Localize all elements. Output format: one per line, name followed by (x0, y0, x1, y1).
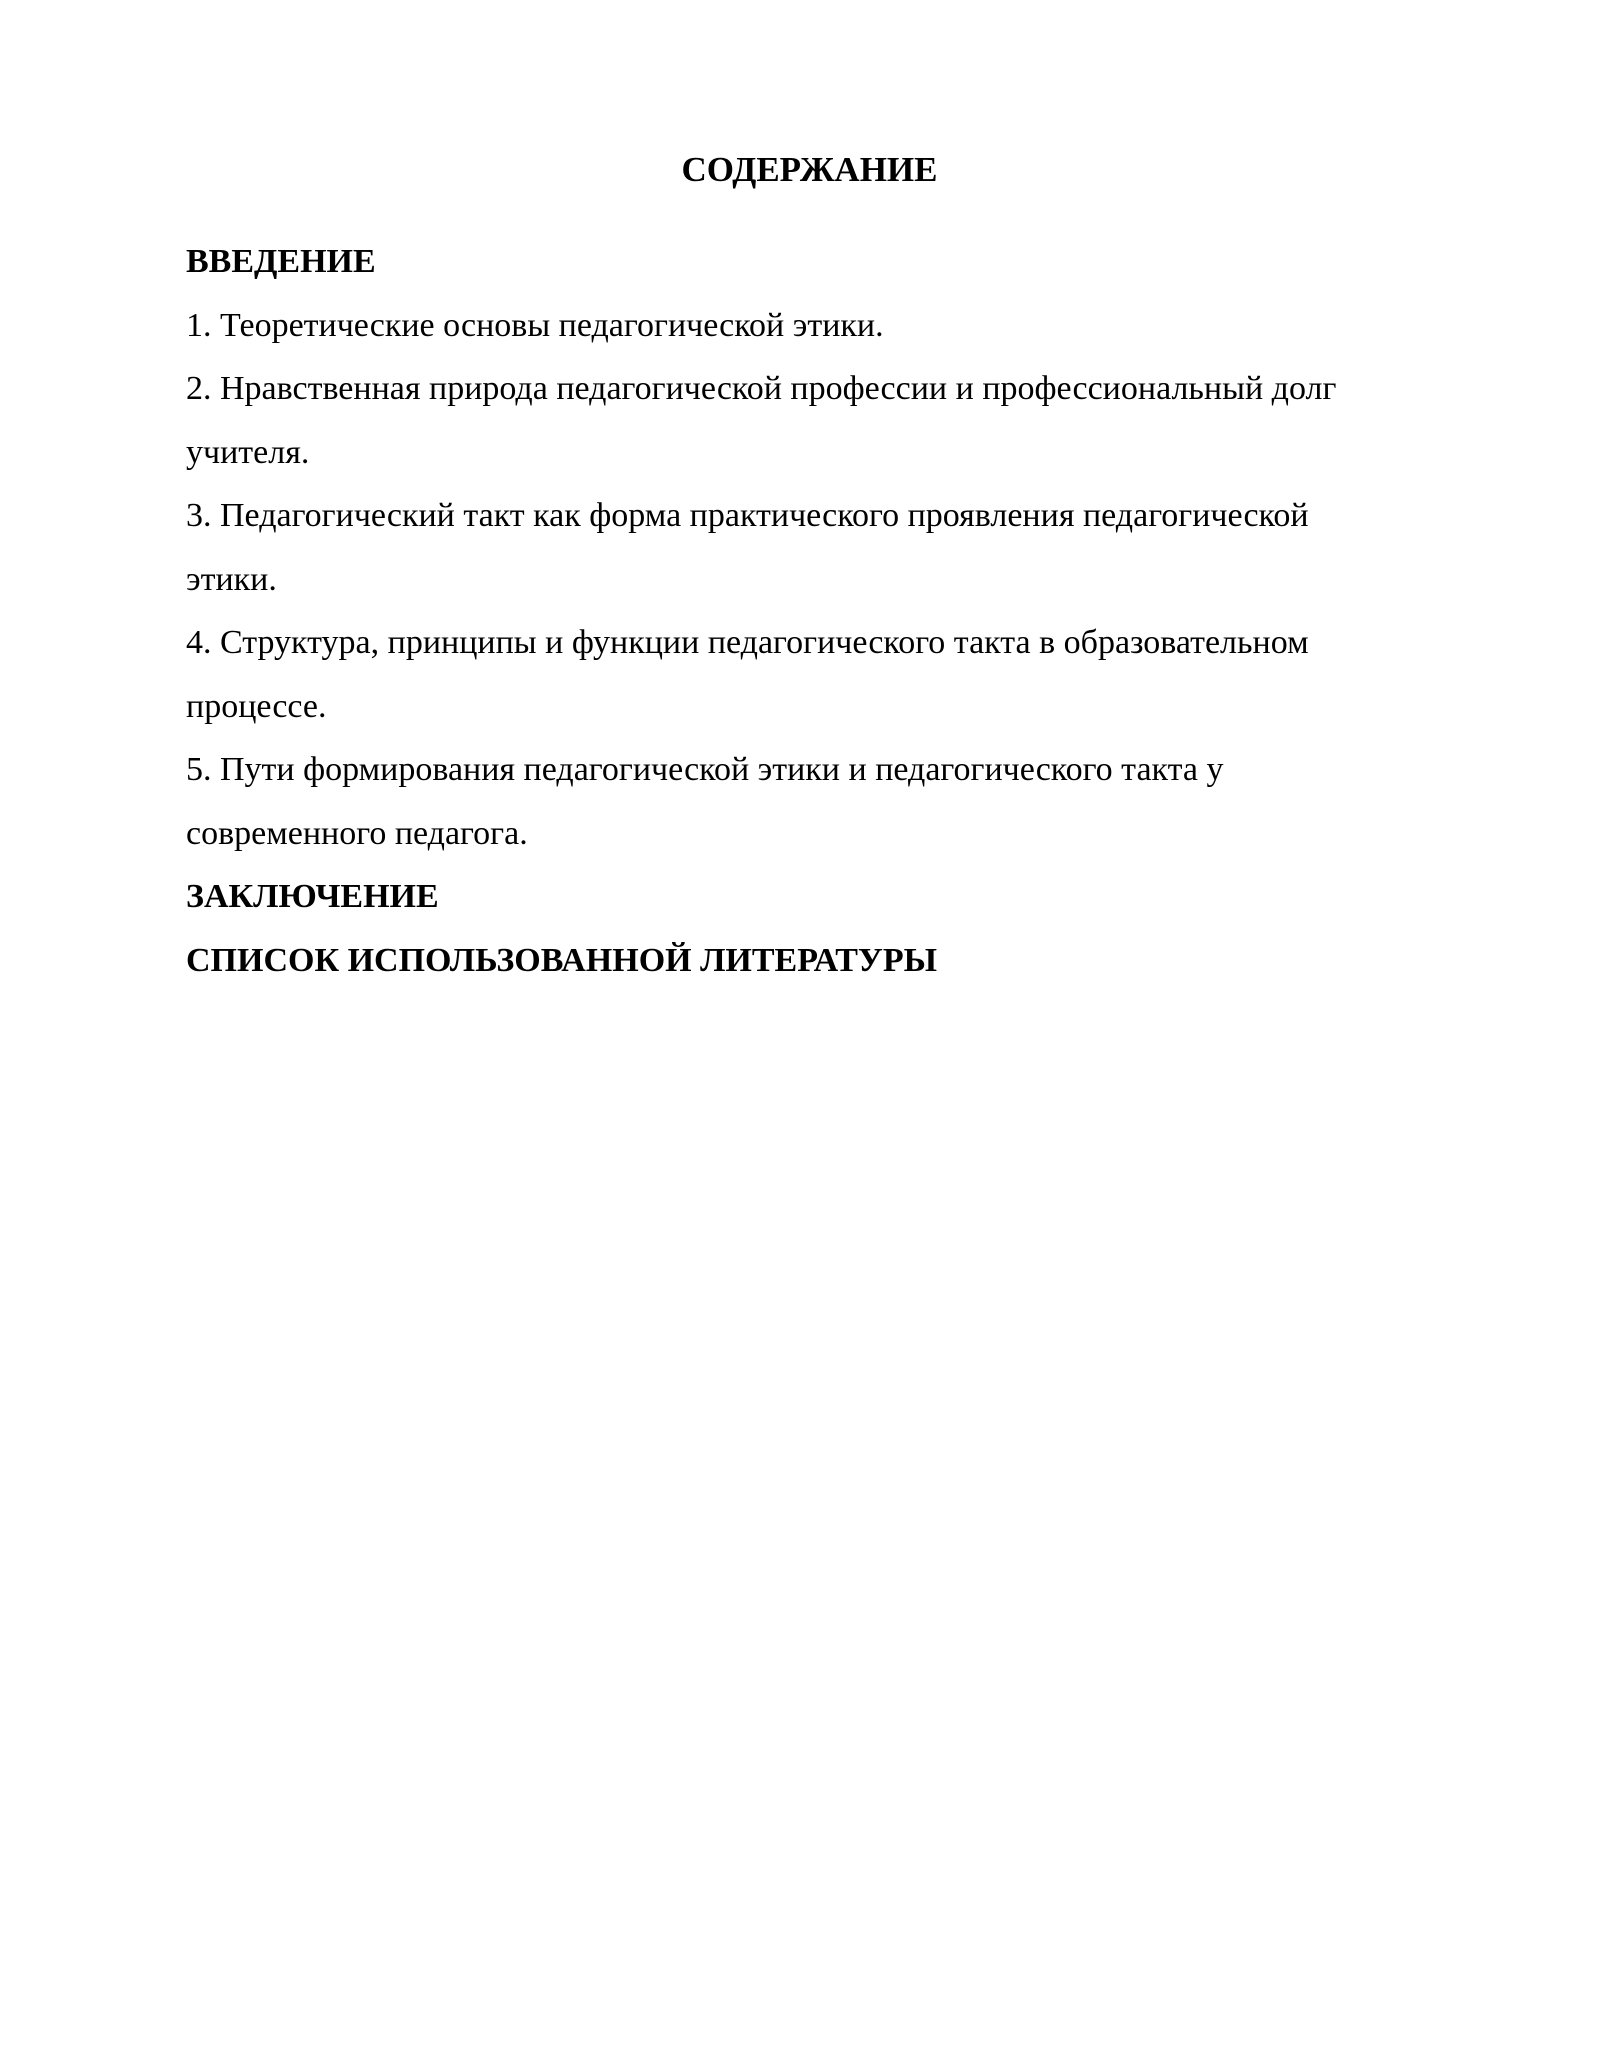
toc-entry-2 (186, 357, 1436, 484)
toc-entry-line: 1. Теоретические основы педагогической этики. (186, 306, 884, 344)
toc-entry-references (186, 929, 1436, 993)
toc-entry-line: процессе. (186, 687, 327, 725)
table-of-contents (186, 150, 1436, 992)
toc-entry-line: 4. Структура, принципы и функции педагогического такта в образовательном (186, 624, 1309, 661)
toc-entry-introduction (186, 230, 1436, 294)
toc-entry-line: этики. (186, 560, 277, 598)
toc-entry-4 (186, 611, 1436, 738)
toc-entry-line: ЗАКЛЮЧЕНИЕ (186, 878, 439, 915)
toc-entry-5 (186, 738, 1436, 865)
toc-entry-line: 5. Пути формирования педагогической этики и педагогического такта у (186, 751, 1224, 788)
toc-entry-line: 3. Педагогический такт как форма практического проявления педагогической (186, 497, 1309, 534)
toc-entry-line: СПИСОК ИСПОЛЬЗОВАННОЙ ЛИТЕРАТУРЫ (186, 941, 937, 979)
toc-entry-conclusion (186, 865, 1436, 929)
toc-entry-line: современного педагога. (186, 814, 528, 852)
toc-entry-3 (186, 484, 1436, 611)
toc-entry-line: учителя. (186, 433, 310, 471)
toc-entry-1 (186, 294, 1436, 358)
toc-entry-line: 2. Нравственная природа педагогической профессии и профессиональный долг (186, 370, 1337, 407)
toc-entry-line: ВВЕДЕНИЕ (186, 243, 376, 280)
page-title: СОДЕРЖАНИЕ (681, 150, 938, 189)
